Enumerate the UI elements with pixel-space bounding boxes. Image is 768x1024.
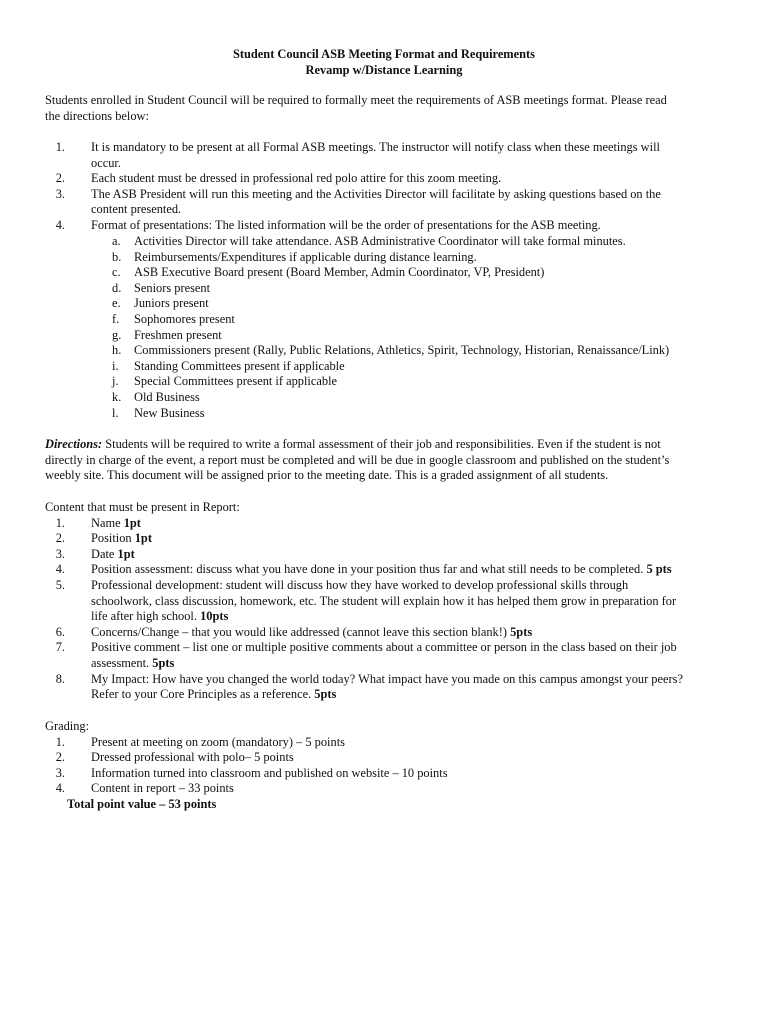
report-section — [45, 500, 735, 703]
grading-item: 3. Information turned into classroom and published on website – 10 points — [55, 765, 448, 780]
report-item: 5. Professional development: student will discuss how they have worked to develop professional skills through schoolwork, class discussion, homework, etc. The student will explain how it has helped them grow in preparation for life after high school. 10pts — [55, 577, 677, 624]
points-value: 1pt — [123, 515, 141, 530]
format-item: e. Juniors present — [112, 296, 209, 311]
format-item: a. Activities Director will take attendance. ASB Administrative Coordinator will take formal minutes. — [112, 234, 626, 248]
directions-label: Directions: — [45, 437, 103, 451]
document-title — [0, 47, 768, 79]
format-item: i. Standing Committees present if applicable — [112, 358, 345, 373]
report-heading: Content that must be present in Report: — [45, 500, 240, 514]
points-value: 1pt — [134, 531, 152, 546]
format-item: h. Commissioners present (Rally, Public Relations, Athletics, Spirit, Technology, Historian, Renaissance/Link) — [112, 343, 670, 358]
grading-item: 4. Content in report – 33 points — [55, 781, 234, 796]
format-sublist — [112, 234, 732, 421]
points-value: 5pts — [510, 624, 533, 639]
list-item: 2. Each student must be dressed in professional red polo attire for this zoom meeting. — [55, 171, 502, 186]
points-value: 5 pts — [646, 562, 672, 577]
format-item: d. Seniors present — [112, 280, 211, 295]
directions-paragraph: Directions: Students will be required to write a formal assessment of their job and responsibilities. Even if the student is not directly in charge of the event, a report must be completed and will be due in google classroom and published on the student’s weebly site. This document will be assigned prior to the meeting date. This is a graded assignment of all students. — [45, 437, 670, 483]
title-line-1: Student Council ASB Meeting Format and Requirements — [233, 47, 535, 61]
format-item: k. Old Business — [112, 389, 200, 404]
grading-item: 2. Dressed professional with polo– 5 points — [55, 750, 294, 765]
report-item: 7. Positive comment – list one or multiple positive comments about a committee or person in the class based on their job assessment. 5pts — [55, 640, 677, 670]
format-item: b. Reimbursements/Expenditures if applicable during distance learning. — [112, 249, 477, 264]
format-item: l. New Business — [112, 405, 205, 420]
report-item: 2. Position 1pt — [55, 531, 152, 546]
grading-section — [45, 719, 735, 813]
report-item: 6. Concerns/Change – that you would like addressed (cannot leave this section blank!) 5pts — [55, 624, 533, 639]
list-item: 1. It is mandatory to be present at all Formal ASB meetings. The instructor will notify class when these meetings will occur. — [55, 140, 660, 170]
format-item: f. Sophomores present — [112, 311, 235, 326]
intro-paragraph: Students enrolled in Student Council will be required to formally meet the requirements of ASB meetings format. Please read the directions below: — [45, 93, 667, 123]
grading-heading: Grading: — [45, 719, 90, 733]
report-item: 3. Date 1pt — [55, 546, 135, 561]
grading-item: 1. Present at meeting on zoom (mandatory) – 5 points — [55, 734, 345, 749]
list-item: 3. The ASB President will run this meeting and the Activities Director will facilitate by asking questions based on the content presented. — [55, 186, 661, 217]
report-item: 1. Name 1pt — [55, 515, 141, 530]
report-item: 4. Position assessment: discuss what you have done in your position thus far and what still needs to be completed. 5 pts — [55, 562, 672, 577]
grading-total: Total point value – 53 points — [67, 796, 217, 811]
list-item: 4. Format of presentations: The listed information will be the order of presentations for the ASB meeting. — [55, 217, 601, 232]
format-item: j. Special Committees present if applicable — [112, 374, 338, 389]
requirements-list — [45, 140, 735, 234]
report-item: 8. My Impact: How have you changed the world today? What impact have you made on this campus amongst your peers? Refer to your Core Principles as a reference. 5pts — [55, 671, 683, 702]
points-value: 1pt — [117, 546, 135, 561]
title-line-2: Revamp w/Distance Learning — [305, 63, 463, 77]
format-item: c. ASB Executive Board present (Board Member, Admin Coordinator, VP, President) — [112, 265, 545, 280]
points-value: 5pts — [314, 687, 337, 702]
format-item: g. Freshmen present — [112, 327, 222, 342]
points-value: 5pts — [152, 655, 175, 670]
points-value: 10pts — [200, 609, 229, 624]
